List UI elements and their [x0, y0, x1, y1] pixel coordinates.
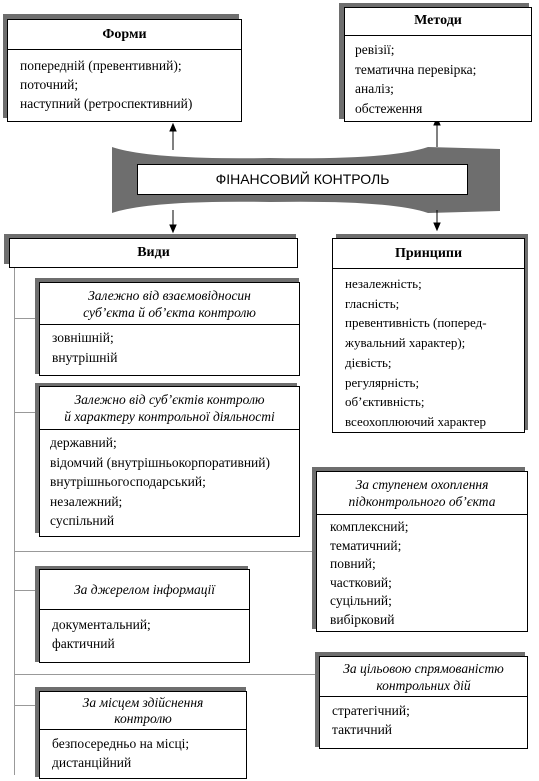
g4-title-line: За джерелом інформації [74, 582, 215, 597]
g3-box [316, 471, 528, 632]
principles-item: всеохоплюючий характер [345, 413, 486, 429]
g3-title-line: підконтрольного об’єкта [348, 494, 496, 509]
principles-list [333, 269, 524, 432]
g5-box [319, 656, 528, 749]
g2-item: відомчий (внутрішньокорпоративний) [50, 454, 270, 470]
principles-item: об’єктивність; [345, 394, 425, 410]
g4-title [40, 570, 249, 610]
g6-item: дистанційний [52, 755, 132, 770]
methods-title: Методи [345, 8, 531, 36]
center-title: ФІНАНСОВИЙ КОНТРОЛЬ [215, 171, 390, 187]
g2-title-line: й характеру контрольної діяльності [64, 409, 275, 424]
g4-box [39, 569, 250, 663]
g4-list [40, 610, 249, 653]
forms-list [8, 50, 241, 113]
g3-item: частковий; [330, 574, 392, 590]
g2-item: незалежний; [50, 493, 123, 509]
g3-item: суцільний; [330, 593, 392, 608]
forms-title: Форми [8, 20, 241, 50]
forms-item: попередній (превентивний); [20, 58, 182, 73]
g5-list [320, 697, 527, 739]
arrow-to-types-head [170, 225, 176, 232]
g2-item: державний; [50, 435, 117, 450]
g2-item: внутрішньогосподарський; [50, 474, 206, 489]
g1-item: зовнішній; [52, 330, 114, 345]
g3-title [317, 472, 527, 515]
types-box [9, 238, 298, 268]
types-title: Види [137, 245, 170, 260]
principles-item: превентивність (поперед- [345, 315, 487, 331]
g3-item: тематичний; [330, 537, 402, 553]
g1-box [39, 282, 300, 376]
g6-item: безпосередньо на місці; [52, 736, 190, 751]
methods-item: тематична перевірка; [355, 61, 477, 77]
methods-list [345, 36, 531, 118]
g2-title [40, 387, 299, 430]
g5-item: тактичний [332, 721, 393, 737]
g6-title-line: контролю [114, 711, 172, 726]
g4-item: документальний; [52, 617, 151, 632]
g1-title-line: Залежно від взаємовідносин [88, 288, 251, 303]
g2-box [39, 386, 300, 537]
principles-item: гласність; [345, 295, 400, 311]
g3-list [317, 515, 527, 629]
g5-item: стратегічний; [332, 703, 410, 718]
g3-item: повний; [330, 556, 376, 571]
principles-item: жувальний характер); [345, 335, 466, 351]
arrow-to-principles-head [434, 223, 440, 230]
g1-title-line: суб’єкта й об’єкта контролю [83, 305, 256, 320]
methods-item: ревізії; [355, 42, 395, 57]
methods-box [344, 7, 532, 122]
principles-box [332, 238, 525, 433]
methods-item: аналіз; [355, 81, 394, 96]
g6-title-line: За місцем здійснення [82, 695, 204, 710]
g6-list [40, 730, 246, 772]
g6-box [39, 691, 247, 779]
forms-item: поточний; [20, 77, 79, 92]
g1-list [40, 325, 299, 368]
principles-item: дієвість; [345, 354, 392, 370]
g5-title-line: За цільовою спрямованістю [343, 661, 504, 676]
principles-title: Принципи [333, 239, 524, 269]
principles-item: регулярність; [345, 374, 420, 390]
g2-title-line: Залежно від суб’єктів контролю [74, 392, 265, 407]
g2-list [40, 430, 299, 531]
g4-item: фактичний [52, 636, 115, 651]
forms-box [7, 19, 242, 122]
g3-item: комплексний; [330, 519, 409, 534]
g2-item: суспільний [50, 513, 115, 528]
g3-item: вибірковий [330, 611, 395, 627]
arrow-to-forms-head [170, 124, 176, 131]
g1-item: внутрішній [52, 350, 118, 365]
g5-title [320, 657, 527, 697]
g3-title-line: За ступенем охоплення [355, 477, 489, 492]
methods-item: обстеження [355, 100, 423, 116]
g5-title-line: контрольних дій [376, 678, 471, 693]
g6-title [40, 692, 246, 730]
forms-item: наступний (ретроспективний) [20, 96, 193, 111]
principles-item: незалежність; [345, 276, 422, 291]
g1-title [40, 283, 299, 325]
